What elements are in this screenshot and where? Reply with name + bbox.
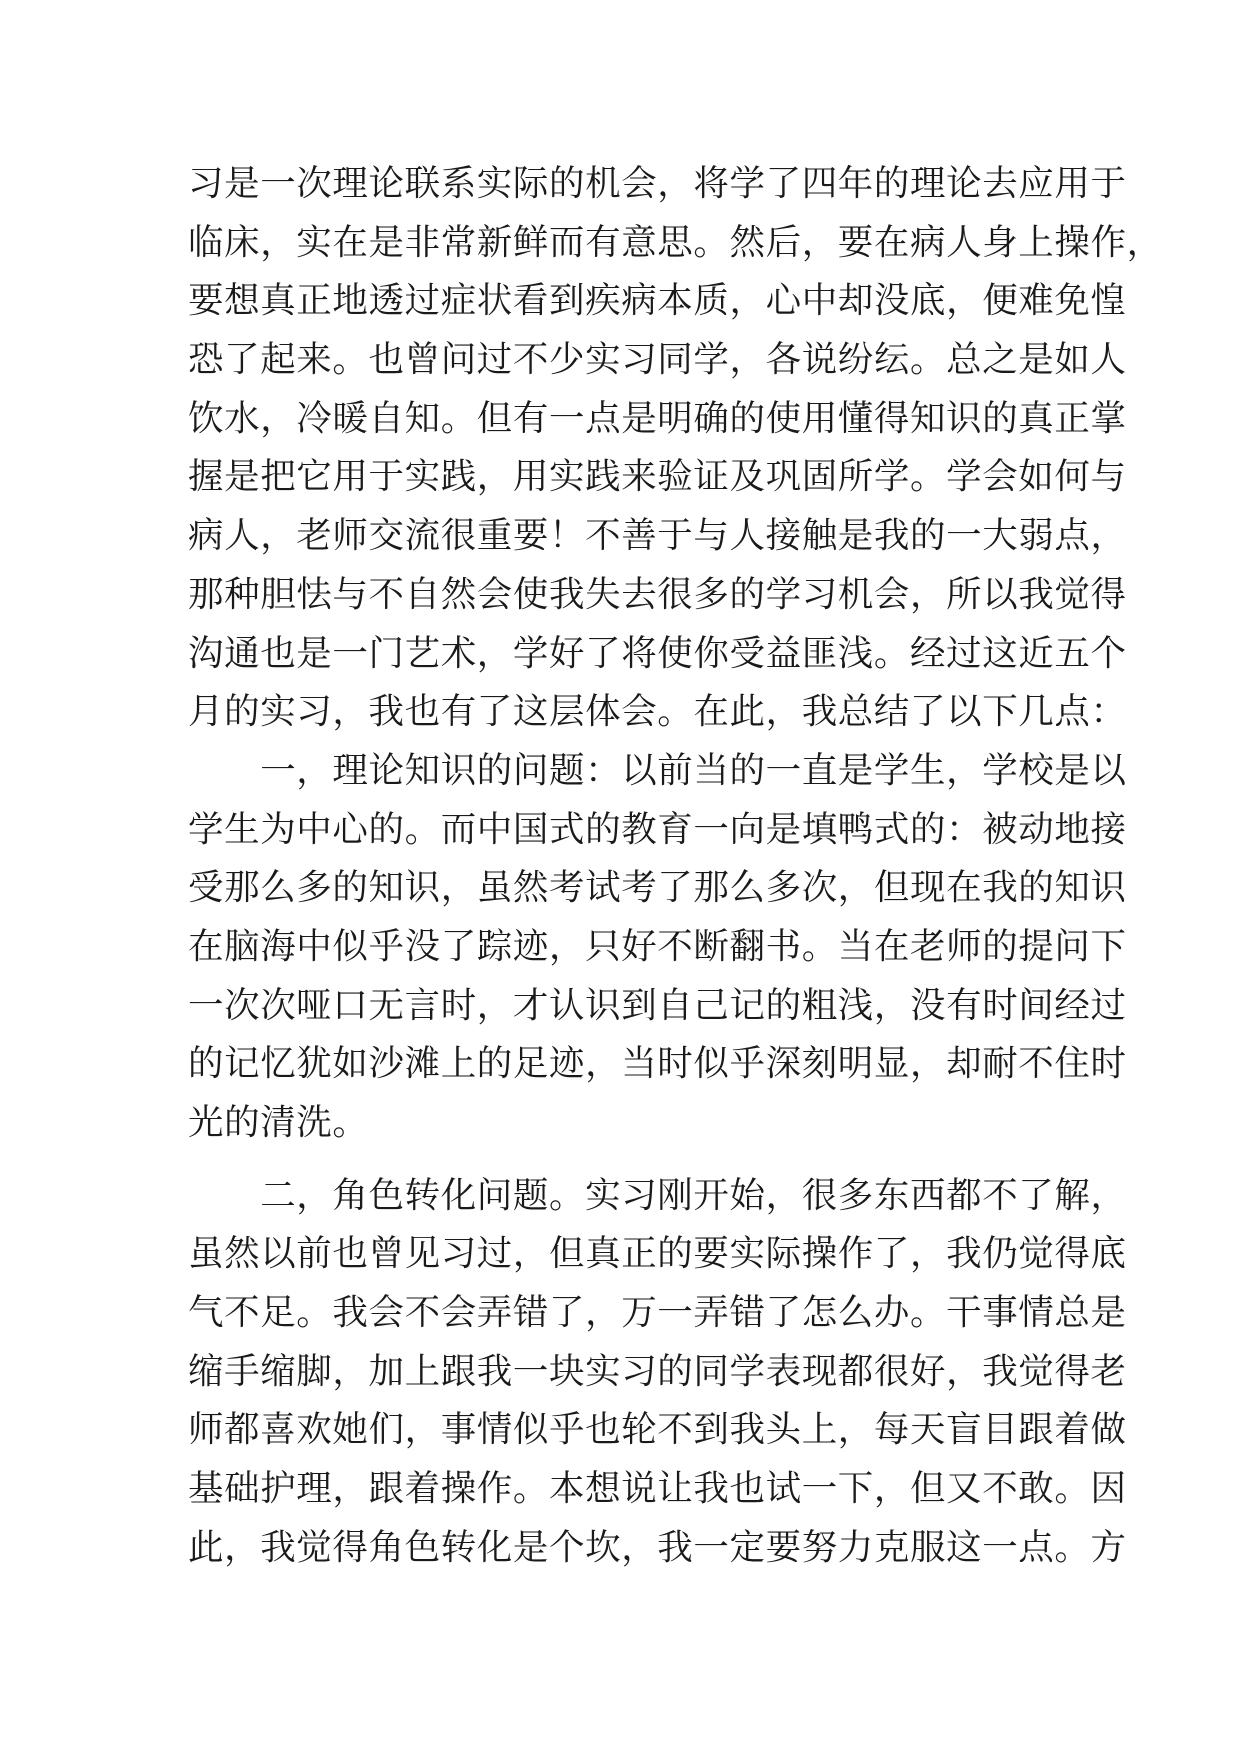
text-line: 握是把它用于实践，用实践来验证及巩固所学。学会如何与 xyxy=(188,456,1127,498)
text-line: 受那么多的知识，虽然考试考了那么多次，但现在我的知识 xyxy=(188,867,1127,909)
text-line: 学生为中心的。而中国式的教育一向是填鸭式的：被动地接 xyxy=(188,808,1127,850)
text-line: 二，角色转化问题。实习刚开始，很多东西都不了解， xyxy=(188,1174,1127,1216)
text-line: 师都喜欢她们，事情似乎也轮不到我头上，每天盲目跟着做 xyxy=(188,1409,1127,1451)
text-line: 病人，老师交流很重要！不善于与人接触是我的一大弱点， xyxy=(188,515,1127,557)
text-line: 的记忆犹如沙滩上的足迹，当时似乎深刻明显，却耐不住时 xyxy=(188,1043,1127,1085)
text-line: 恐了起来。也曾问过不少实习同学，各说纷纭。总之是如人 xyxy=(188,339,1127,381)
text-line: 临床，实在是非常新鲜而有意思。然后，要在病人身上操作， xyxy=(188,221,1163,263)
text-line: 气不足。我会不会弄错了，万一弄错了怎么办。干事情总是 xyxy=(188,1292,1127,1334)
paragraph-gap xyxy=(188,1153,1068,1167)
text-line: 饮水，冷暖自知。但有一点是明确的使用懂得知识的真正掌 xyxy=(188,397,1127,439)
body-text xyxy=(188,155,1163,1578)
text-line: 基础护理，跟着操作。本想说让我也试一下，但又不敢。因 xyxy=(188,1468,1127,1510)
text-line: 那种胆怯与不自然会使我失去很多的学习机会，所以我觉得 xyxy=(188,573,1127,615)
text-line: 一，理论知识的问题：以前当的一直是学生，学校是以 xyxy=(188,749,1127,791)
text-line: 在脑海中似乎没了踪迹，只好不断翻书。当在老师的提问下 xyxy=(188,925,1127,967)
text-line: 此，我觉得角色转化是个坎，我一定要努力克服这一点。方 xyxy=(188,1526,1127,1568)
text-line: 缩手缩脚，加上跟我一块实习的同学表现都很好，我觉得老 xyxy=(188,1350,1127,1392)
text-line: 一次次哑口无言时，才认识到自己记的粗浅，没有时间经过 xyxy=(188,984,1127,1026)
text-line: 习是一次理论联系实际的机会，将学了四年的理论去应用于 xyxy=(188,163,1127,204)
text-line: 虽然以前也曾见习过，但真正的要实际操作了，我仍觉得底 xyxy=(188,1233,1127,1275)
text-line: 要想真正地透过症状看到疾病本质，心中却没底，便难免惶 xyxy=(188,280,1127,322)
text-line: 沟通也是一门艺术，学好了将使你受益匪浅。经过这近五个 xyxy=(188,632,1127,674)
text-line: 月的实习，我也有了这层体会。在此，我总结了以下几点： xyxy=(188,691,1127,733)
text-line: 光的清洗。 xyxy=(188,1102,369,1143)
